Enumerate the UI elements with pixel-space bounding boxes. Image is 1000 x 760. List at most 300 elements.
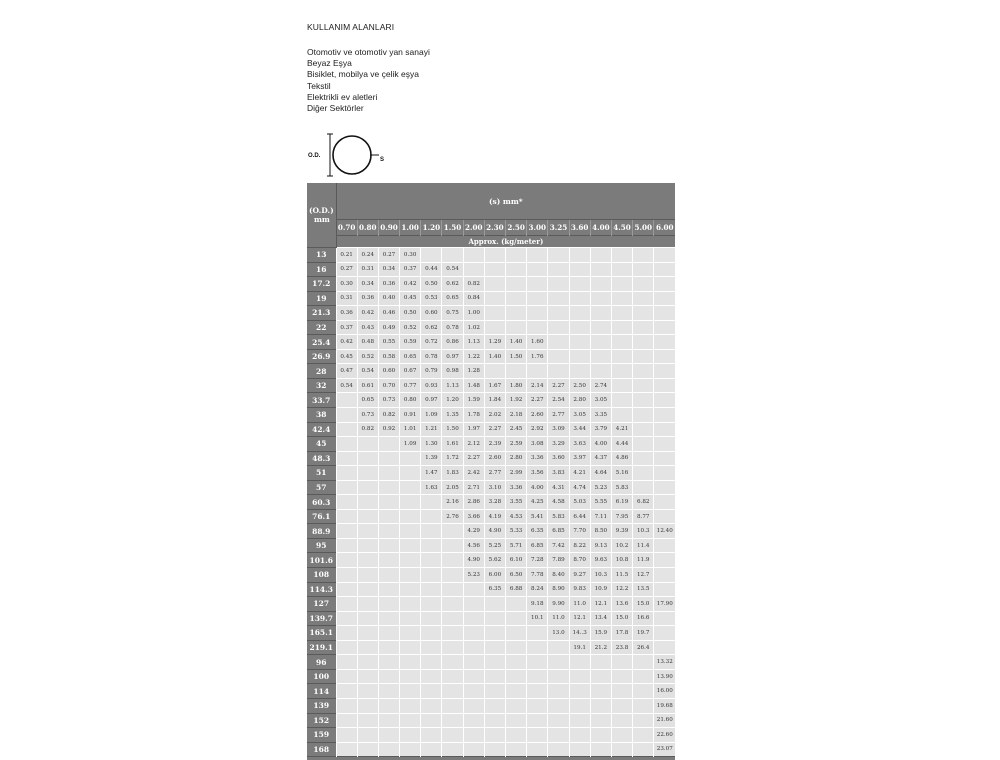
- weight-cell: [611, 655, 632, 670]
- usage-item: Otomotiv ve otomotiv yan sanayi: [307, 47, 430, 57]
- weight-cell: [463, 713, 484, 728]
- weight-cell: 19.68: [654, 698, 675, 713]
- thickness-value: 1.20: [421, 220, 442, 236]
- weight-cell: [506, 277, 527, 292]
- weight-cell: [421, 495, 442, 510]
- weight-cell: 4.21: [569, 466, 590, 481]
- weight-cell: [633, 669, 654, 684]
- weight-cell: [442, 597, 463, 612]
- weight-cell: [400, 742, 421, 757]
- weight-cell: [400, 582, 421, 597]
- weight-cell: 12.7: [633, 568, 654, 583]
- weight-cell: 12.1: [569, 611, 590, 626]
- thickness-value: 6.00: [654, 220, 675, 236]
- weight-cell: 1.09: [421, 408, 442, 423]
- weight-cell: 2.76: [442, 509, 463, 524]
- weight-cell: 9.83: [569, 582, 590, 597]
- weight-cell: [357, 437, 378, 452]
- table-row: [307, 349, 675, 364]
- tube-weight-table: [307, 183, 675, 760]
- weight-cell: [654, 378, 675, 393]
- weight-cell: 0.42: [357, 306, 378, 321]
- weight-cell: [421, 640, 442, 655]
- weight-cell: 0.27: [378, 248, 399, 263]
- thickness-value: 4.50: [611, 220, 632, 236]
- weight-cell: 7.28: [527, 553, 548, 568]
- od-value: 13: [307, 248, 336, 263]
- weight-cell: 1.13: [463, 335, 484, 350]
- table-row: [307, 422, 675, 437]
- od-value: 96: [307, 655, 336, 670]
- weight-cell: [421, 698, 442, 713]
- weight-cell: [590, 306, 611, 321]
- weight-cell: 8.70: [569, 553, 590, 568]
- weight-cell: [633, 713, 654, 728]
- weight-cell: [633, 262, 654, 277]
- weight-cell: [548, 277, 569, 292]
- weight-cell: 0.24: [357, 248, 378, 263]
- weight-cell: 6.19: [611, 495, 632, 510]
- weight-cell: [633, 422, 654, 437]
- weight-cell: [463, 698, 484, 713]
- weight-cell: 0.65: [442, 291, 463, 306]
- weight-cell: [400, 509, 421, 524]
- table-row: [307, 524, 675, 539]
- weight-cell: 0.78: [442, 320, 463, 335]
- weight-cell: 2.60: [527, 408, 548, 423]
- od-value: 108: [307, 568, 336, 583]
- weight-cell: [611, 364, 632, 379]
- weight-cell: [357, 728, 378, 743]
- weight-cell: 0.65: [357, 393, 378, 408]
- thickness-value: 1.50: [442, 220, 463, 236]
- thickness-value: 3.60: [569, 220, 590, 236]
- od-value: 28: [307, 364, 336, 379]
- table-row: [307, 291, 675, 306]
- weight-cell: [633, 437, 654, 452]
- weight-cell: 1.63: [421, 480, 442, 495]
- weight-cell: [548, 364, 569, 379]
- weight-cell: [654, 466, 675, 481]
- weight-cell: [590, 349, 611, 364]
- weight-cell: [611, 277, 632, 292]
- weight-cell: 13.6: [611, 597, 632, 612]
- weight-cell: [336, 538, 357, 553]
- weight-cell: [633, 698, 654, 713]
- weight-cell: [378, 568, 399, 583]
- weight-cell: 1.50: [506, 349, 527, 364]
- weight-cell: 0.36: [378, 277, 399, 292]
- weight-cell: 13.32: [654, 655, 675, 670]
- weight-cell: [484, 320, 505, 335]
- weight-cell: [463, 582, 484, 597]
- weight-cell: 7.95: [611, 509, 632, 524]
- weight-cell: 1.67: [484, 378, 505, 393]
- weight-cell: [336, 655, 357, 670]
- weight-cell: [633, 742, 654, 757]
- table-row: [307, 568, 675, 583]
- weight-cell: [548, 655, 569, 670]
- weight-cell: [357, 669, 378, 684]
- weight-cell: 1.39: [421, 451, 442, 466]
- weight-cell: [654, 553, 675, 568]
- weight-cell: 0.62: [442, 277, 463, 292]
- weight-cell: [442, 655, 463, 670]
- weight-cell: [506, 262, 527, 277]
- weight-cell: [484, 698, 505, 713]
- weight-cell: 21.60: [654, 713, 675, 728]
- weight-cell: [633, 451, 654, 466]
- table-row: [307, 669, 675, 684]
- tube-cross-section-icon: [307, 132, 397, 180]
- weight-cell: 1.13: [442, 378, 463, 393]
- weight-cell: [611, 393, 632, 408]
- weight-cell: [611, 408, 632, 423]
- usage-list: [307, 47, 697, 114]
- weight-cell: 1.80: [506, 378, 527, 393]
- weight-cell: [378, 538, 399, 553]
- table-frame-bottom: [307, 757, 675, 760]
- weight-cell: 3.05: [569, 408, 590, 423]
- weight-cell: [633, 320, 654, 335]
- weight-cell: 3.83: [548, 466, 569, 481]
- weight-cell: [527, 306, 548, 321]
- weight-cell: 0.58: [378, 349, 399, 364]
- weight-cell: [506, 364, 527, 379]
- weight-cell: 15.9: [590, 626, 611, 641]
- weight-cell: 0.50: [400, 306, 421, 321]
- weight-cell: 2.02: [484, 408, 505, 423]
- weight-cell: 3.09: [548, 422, 569, 437]
- weight-cell: [506, 655, 527, 670]
- weight-cell: [654, 509, 675, 524]
- od-value: 76.1: [307, 509, 336, 524]
- weight-cell: 8.40: [548, 568, 569, 583]
- weight-cell: 6.85: [527, 538, 548, 553]
- weight-cell: 10.8: [611, 553, 632, 568]
- weight-cell: 0.36: [336, 306, 357, 321]
- weight-cell: [633, 655, 654, 670]
- weight-cell: [506, 640, 527, 655]
- weight-cell: 5.62: [484, 553, 505, 568]
- weight-cell: [506, 291, 527, 306]
- weight-cell: [484, 277, 505, 292]
- weight-cell: [569, 291, 590, 306]
- weight-cell: 5.83: [548, 509, 569, 524]
- table-row: [307, 553, 675, 568]
- weight-cell: 0.62: [421, 320, 442, 335]
- od-value: 17.2: [307, 277, 336, 292]
- weight-cell: [357, 538, 378, 553]
- weight-cell: [484, 713, 505, 728]
- weight-cell: [654, 248, 675, 263]
- weight-cell: [336, 713, 357, 728]
- weight-cell: 23.8: [611, 640, 632, 655]
- weight-cell: 0.49: [378, 320, 399, 335]
- weight-cell: 2.27: [463, 451, 484, 466]
- od-value: 33.7: [307, 393, 336, 408]
- weight-cell: [527, 684, 548, 699]
- weight-cell: [611, 248, 632, 263]
- thickness-value: 3.00: [527, 220, 548, 236]
- weight-cell: 0.73: [357, 408, 378, 423]
- weight-cell: 2.27: [527, 393, 548, 408]
- weight-cell: [569, 684, 590, 699]
- weight-cell: [442, 611, 463, 626]
- weight-cell: [463, 684, 484, 699]
- weight-cell: [569, 248, 590, 263]
- weight-cell: 6.35: [527, 524, 548, 539]
- weight-cell: [336, 669, 357, 684]
- weight-cell: 0.54: [357, 364, 378, 379]
- weight-cell: [378, 437, 399, 452]
- weight-cell: [378, 582, 399, 597]
- weight-cell: [357, 582, 378, 597]
- weight-cell: [357, 684, 378, 699]
- weight-cell: 12.2: [611, 582, 632, 597]
- weight-cell: 6.10: [506, 553, 527, 568]
- weight-cell: 3.44: [569, 422, 590, 437]
- weight-cell: 1.48: [463, 378, 484, 393]
- weight-cell: [654, 277, 675, 292]
- weight-cell: 1.29: [484, 335, 505, 350]
- weight-cell: [590, 713, 611, 728]
- weight-cell: [442, 538, 463, 553]
- weight-cell: [654, 306, 675, 321]
- weight-cell: [400, 684, 421, 699]
- weight-cell: [527, 713, 548, 728]
- weight-cell: [378, 698, 399, 713]
- weight-cell: [442, 524, 463, 539]
- weight-cell: 0.31: [336, 291, 357, 306]
- weight-cell: [336, 626, 357, 641]
- weight-cell: [611, 698, 632, 713]
- weight-cell: [569, 698, 590, 713]
- weight-cell: [400, 495, 421, 510]
- weight-cell: 2.59: [506, 437, 527, 452]
- weight-cell: [357, 495, 378, 510]
- weight-cell: [548, 320, 569, 335]
- weight-cell: [442, 640, 463, 655]
- weight-cell: 0.92: [378, 422, 399, 437]
- weight-cell: 4.29: [463, 524, 484, 539]
- weight-cell: [633, 393, 654, 408]
- weight-cell: 0.42: [336, 335, 357, 350]
- weight-cell: [421, 582, 442, 597]
- od-value: 38: [307, 408, 336, 423]
- weight-cell: 0.50: [421, 277, 442, 292]
- weight-cell: [633, 684, 654, 699]
- weight-cell: 7.78: [527, 568, 548, 583]
- weight-cell: 0.59: [400, 335, 421, 350]
- weight-cell: 1.72: [442, 451, 463, 466]
- weight-cell: 6.88: [506, 582, 527, 597]
- od-value: 101.6: [307, 553, 336, 568]
- weight-cell: [548, 291, 569, 306]
- weight-cell: 6.35: [484, 582, 505, 597]
- od-value: 21.3: [307, 306, 336, 321]
- weight-cell: [400, 538, 421, 553]
- table-row: [307, 262, 675, 277]
- weight-cell: [442, 248, 463, 263]
- weight-cell: 11.4: [633, 538, 654, 553]
- weight-cell: 4.74: [569, 480, 590, 495]
- weight-cell: 1.83: [442, 466, 463, 481]
- weight-cell: [421, 568, 442, 583]
- weight-cell: 1.84: [484, 393, 505, 408]
- weight-cell: [633, 378, 654, 393]
- thickness-value: 0.90: [378, 220, 399, 236]
- weight-cell: 2.80: [506, 451, 527, 466]
- weight-cell: 2.45: [506, 422, 527, 437]
- table-row: [307, 466, 675, 481]
- weight-cell: 0.75: [442, 306, 463, 321]
- weight-cell: [654, 495, 675, 510]
- weight-cell: [442, 742, 463, 757]
- weight-cell: 9.39: [611, 524, 632, 539]
- weight-cell: 14..3: [569, 626, 590, 641]
- weight-cell: 1.00: [463, 306, 484, 321]
- weight-cell: [527, 669, 548, 684]
- weight-cell: [633, 408, 654, 423]
- weight-cell: [378, 495, 399, 510]
- od-value: 114: [307, 684, 336, 699]
- weight-cell: 8.50: [590, 524, 611, 539]
- table-row: [307, 364, 675, 379]
- od-label: O.D.: [308, 153, 321, 159]
- weight-cell: 7.11: [590, 509, 611, 524]
- weight-cell: 3.63: [569, 437, 590, 452]
- weight-cell: [484, 626, 505, 641]
- weight-cell: 17.90: [654, 597, 675, 612]
- thickness-value: 2.00: [463, 220, 484, 236]
- weight-cell: 3.10: [484, 480, 505, 495]
- table-row: [307, 378, 675, 393]
- weight-cell: [654, 582, 675, 597]
- weight-cell: 0.97: [421, 393, 442, 408]
- weight-cell: 2.71: [463, 480, 484, 495]
- weight-cell: [357, 742, 378, 757]
- weight-cell: [336, 408, 357, 423]
- weight-cell: 6.44: [569, 509, 590, 524]
- weight-cell: [548, 669, 569, 684]
- weight-cell: 4.90: [484, 524, 505, 539]
- weight-cell: 1.97: [463, 422, 484, 437]
- weight-cell: [400, 669, 421, 684]
- weight-cell: 1.02: [463, 320, 484, 335]
- weight-cell: [442, 713, 463, 728]
- weight-cell: [654, 364, 675, 379]
- weight-cell: [400, 655, 421, 670]
- weight-cell: [421, 669, 442, 684]
- weight-cell: 1.01: [400, 422, 421, 437]
- weight-cell: [336, 509, 357, 524]
- weight-cell: [400, 524, 421, 539]
- document-text: [307, 22, 697, 114]
- od-value: 19: [307, 291, 336, 306]
- weight-cell: 3.66: [463, 509, 484, 524]
- od-value: 127: [307, 597, 336, 612]
- weight-cell: 12.1: [590, 597, 611, 612]
- weight-cell: [506, 669, 527, 684]
- weight-cell: 0.98: [442, 364, 463, 379]
- od-value: 100: [307, 669, 336, 684]
- weight-cell: [548, 742, 569, 757]
- weight-cell: 5.25: [484, 538, 505, 553]
- weight-cell: [463, 655, 484, 670]
- weight-cell: [548, 306, 569, 321]
- weight-cell: [378, 451, 399, 466]
- weight-cell: 10.3: [633, 524, 654, 539]
- weight-cell: [590, 320, 611, 335]
- weight-cell: [506, 713, 527, 728]
- table-row: [307, 640, 675, 655]
- weight-cell: 1.20: [442, 393, 463, 408]
- weight-unit-header: Approx. (kg/meter): [336, 236, 675, 248]
- weight-cell: [548, 713, 569, 728]
- weight-cell: [611, 349, 632, 364]
- weight-cell: 5.83: [611, 480, 632, 495]
- weight-cell: 1.28: [463, 364, 484, 379]
- weight-cell: 0.54: [442, 262, 463, 277]
- weight-cell: 2.27: [548, 378, 569, 393]
- weight-cell: 4.25: [527, 495, 548, 510]
- weight-cell: 3.60: [548, 451, 569, 466]
- weight-cell: 3.29: [548, 437, 569, 452]
- weight-cell: 1.40: [506, 335, 527, 350]
- weight-cell: [378, 597, 399, 612]
- weight-cell: [611, 335, 632, 350]
- table-row: [307, 248, 675, 263]
- weight-cell: 0.34: [357, 277, 378, 292]
- weight-cell: 0.67: [400, 364, 421, 379]
- weight-cell: 11.5: [611, 568, 632, 583]
- table-row: [307, 509, 675, 524]
- weight-cell: 4.00: [590, 437, 611, 452]
- weight-cell: 3.36: [506, 480, 527, 495]
- weight-cell: [527, 640, 548, 655]
- weight-cell: [654, 480, 675, 495]
- weight-cell: 8.77: [633, 509, 654, 524]
- weight-cell: [590, 364, 611, 379]
- thickness-value: 0.80: [357, 220, 378, 236]
- weight-cell: [569, 669, 590, 684]
- weight-cell: 0.84: [463, 291, 484, 306]
- weight-cell: 0.46: [378, 306, 399, 321]
- weight-cell: [357, 451, 378, 466]
- weight-cell: [336, 611, 357, 626]
- weight-cell: 0.31: [357, 262, 378, 277]
- weight-cell: 13.0: [548, 626, 569, 641]
- weight-cell: [506, 320, 527, 335]
- weight-cell: [548, 248, 569, 263]
- weight-cell: [527, 655, 548, 670]
- weight-cell: 3.35: [590, 408, 611, 423]
- weight-cell: [611, 742, 632, 757]
- weight-cell: 0.72: [421, 335, 442, 350]
- weight-cell: 0.52: [400, 320, 421, 335]
- weight-cell: 8.22: [569, 538, 590, 553]
- weight-cell: 0.30: [400, 248, 421, 263]
- od-value: 152: [307, 713, 336, 728]
- weight-cell: [569, 728, 590, 743]
- table-row: [307, 597, 675, 612]
- weight-cell: [506, 684, 527, 699]
- weight-cell: 16.00: [654, 684, 675, 699]
- table-row: [307, 713, 675, 728]
- weight-cell: 9.63: [590, 553, 611, 568]
- weight-cell: [378, 669, 399, 684]
